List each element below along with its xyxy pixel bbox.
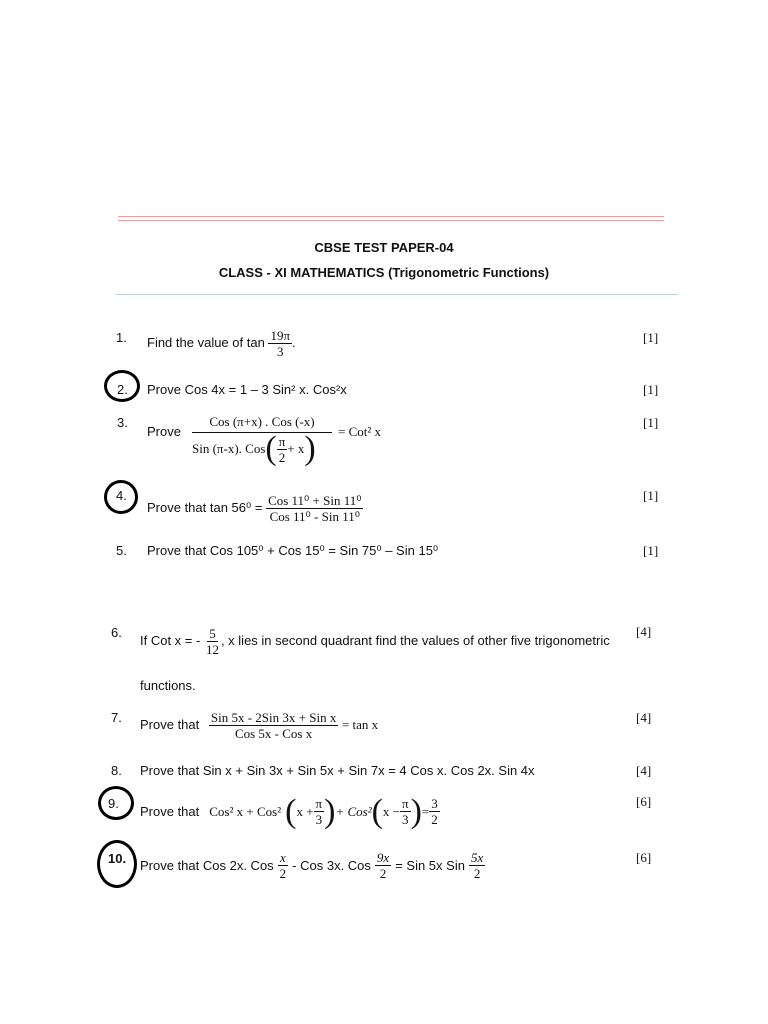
question-text-end: , x lies in second quadrant find the values of other five trigonometric [220,632,610,648]
question-number: 9. [108,796,119,811]
term-rhs: = Sin 5x Sin [395,858,465,873]
fraction-numerator: Cos (π+x) . Cos (-x) [192,414,332,433]
fraction-denominator: 2 [431,812,438,827]
right-paren: ) [304,430,316,467]
fraction-denominator: 12 [205,642,219,657]
fraction-denominator: Cos 5x - Cos x [234,726,313,741]
question-rhs: = Cot² x [338,424,382,439]
fraction-a [314,796,325,827]
question-text-end: . [292,334,296,350]
question-number: 7. [111,710,122,725]
inner-numerator: π [278,433,286,449]
fraction [209,710,338,741]
fraction-2 [375,850,391,881]
fraction-numerator: 3 [431,796,438,811]
marks: [1] [643,488,659,503]
inner-fraction [277,434,288,465]
question-text: Prove that tan 56⁰ = [147,499,263,515]
marks: [1] [643,415,659,430]
inner-denominator: 2 [278,449,286,465]
top-rule-second [118,220,664,221]
term-2: + Cos² [335,803,372,819]
question-number: 2. [117,382,128,397]
paper-title: CBSE TEST PAPER-04 [314,240,454,255]
marks: [1] [643,543,659,558]
equals-sign: = [421,803,430,819]
question-number: 1. [116,330,127,345]
fraction-denominator: 2 [379,866,387,881]
fraction [204,626,221,657]
question-text: Prove Cos 4x = 1 – 3 Sin² x. Cos²x [147,382,347,397]
right-paren: ) [410,792,422,830]
term-1: Cos² x + Cos² [209,803,282,819]
left-paren: ( [371,792,383,830]
left-paren: ( [285,792,297,830]
question-number: 10. [108,851,127,866]
fraction-denominator: 2 [279,866,287,881]
question-number: 4. [116,488,127,503]
fraction-1 [278,850,289,881]
fraction-numerator: Sin 5x - 2Sin 3x + Sin x [210,710,337,725]
marks: [4] [636,710,652,725]
subtitle-rule [116,294,678,295]
fraction-rhs [429,796,440,827]
fraction-denominator: Cos 11⁰ - Sin 11⁰ [269,509,360,524]
fraction-3 [469,850,485,881]
fraction-denominator: 3 [276,344,284,359]
fraction-numerator: 5 [209,626,216,641]
question-text: Prove that [140,716,200,732]
question-text-line2: functions. [140,678,196,693]
marks: [1] [643,330,659,345]
marks: [6] [636,850,652,865]
marks: [4] [636,624,652,639]
question-rhs: = tan x [341,716,379,732]
marks: [4] [636,763,652,778]
right-paren: ) [324,792,336,830]
fraction-b [400,796,411,827]
question-text: Prove that Sin x + Sin 3x + Sin 5x + Sin 7x = 4 Cos x. Cos 2x. Sin 4x [140,763,535,778]
question-text: Find the value of tan [147,334,265,350]
inner-term: + x [287,441,305,456]
fraction-numerator: 9x [376,850,390,865]
question-text: Prove that Cos 2x. Cos [140,858,274,873]
marks: [1] [643,382,659,397]
fraction-numerator: 19π [270,328,291,343]
fraction-numerator: π [315,796,323,811]
fraction-numerator: Cos 11⁰ + Sin 11⁰ [268,493,362,508]
paper-subtitle: CLASS - XI MATHEMATICS (Trigonometric Functions) [218,265,550,280]
question-text: Prove that [140,804,200,819]
question-text: Prove that Cos 105⁰ + Cos 15⁰ = Sin 75⁰ – Sin 15⁰ [147,543,439,558]
top-rule [118,216,664,217]
fraction [266,493,363,524]
question-number: 6. [111,625,122,640]
term-b: x − [382,803,401,819]
question-number: 5. [116,543,127,558]
term-mid: - Cos 3x. Cos [292,858,371,873]
fraction [268,328,292,359]
marks: [6] [636,794,652,809]
term-a: x + [296,803,314,819]
left-paren: ( [265,430,277,467]
fraction-denominator: Sin (π-x). Cos [192,441,266,456]
question-number: 3. [117,415,128,430]
fraction-denominator: 3 [402,812,409,827]
fraction-numerator: π [402,796,409,811]
fraction-denominator: 3 [315,812,323,827]
question-number: 8. [111,763,122,778]
question-text: Prove [147,424,181,439]
fraction-numerator: x [280,850,286,865]
question-text: If Cot x = - [140,632,201,648]
fraction-numerator: 5x [470,850,484,865]
fraction-denominator: 2 [473,866,481,881]
